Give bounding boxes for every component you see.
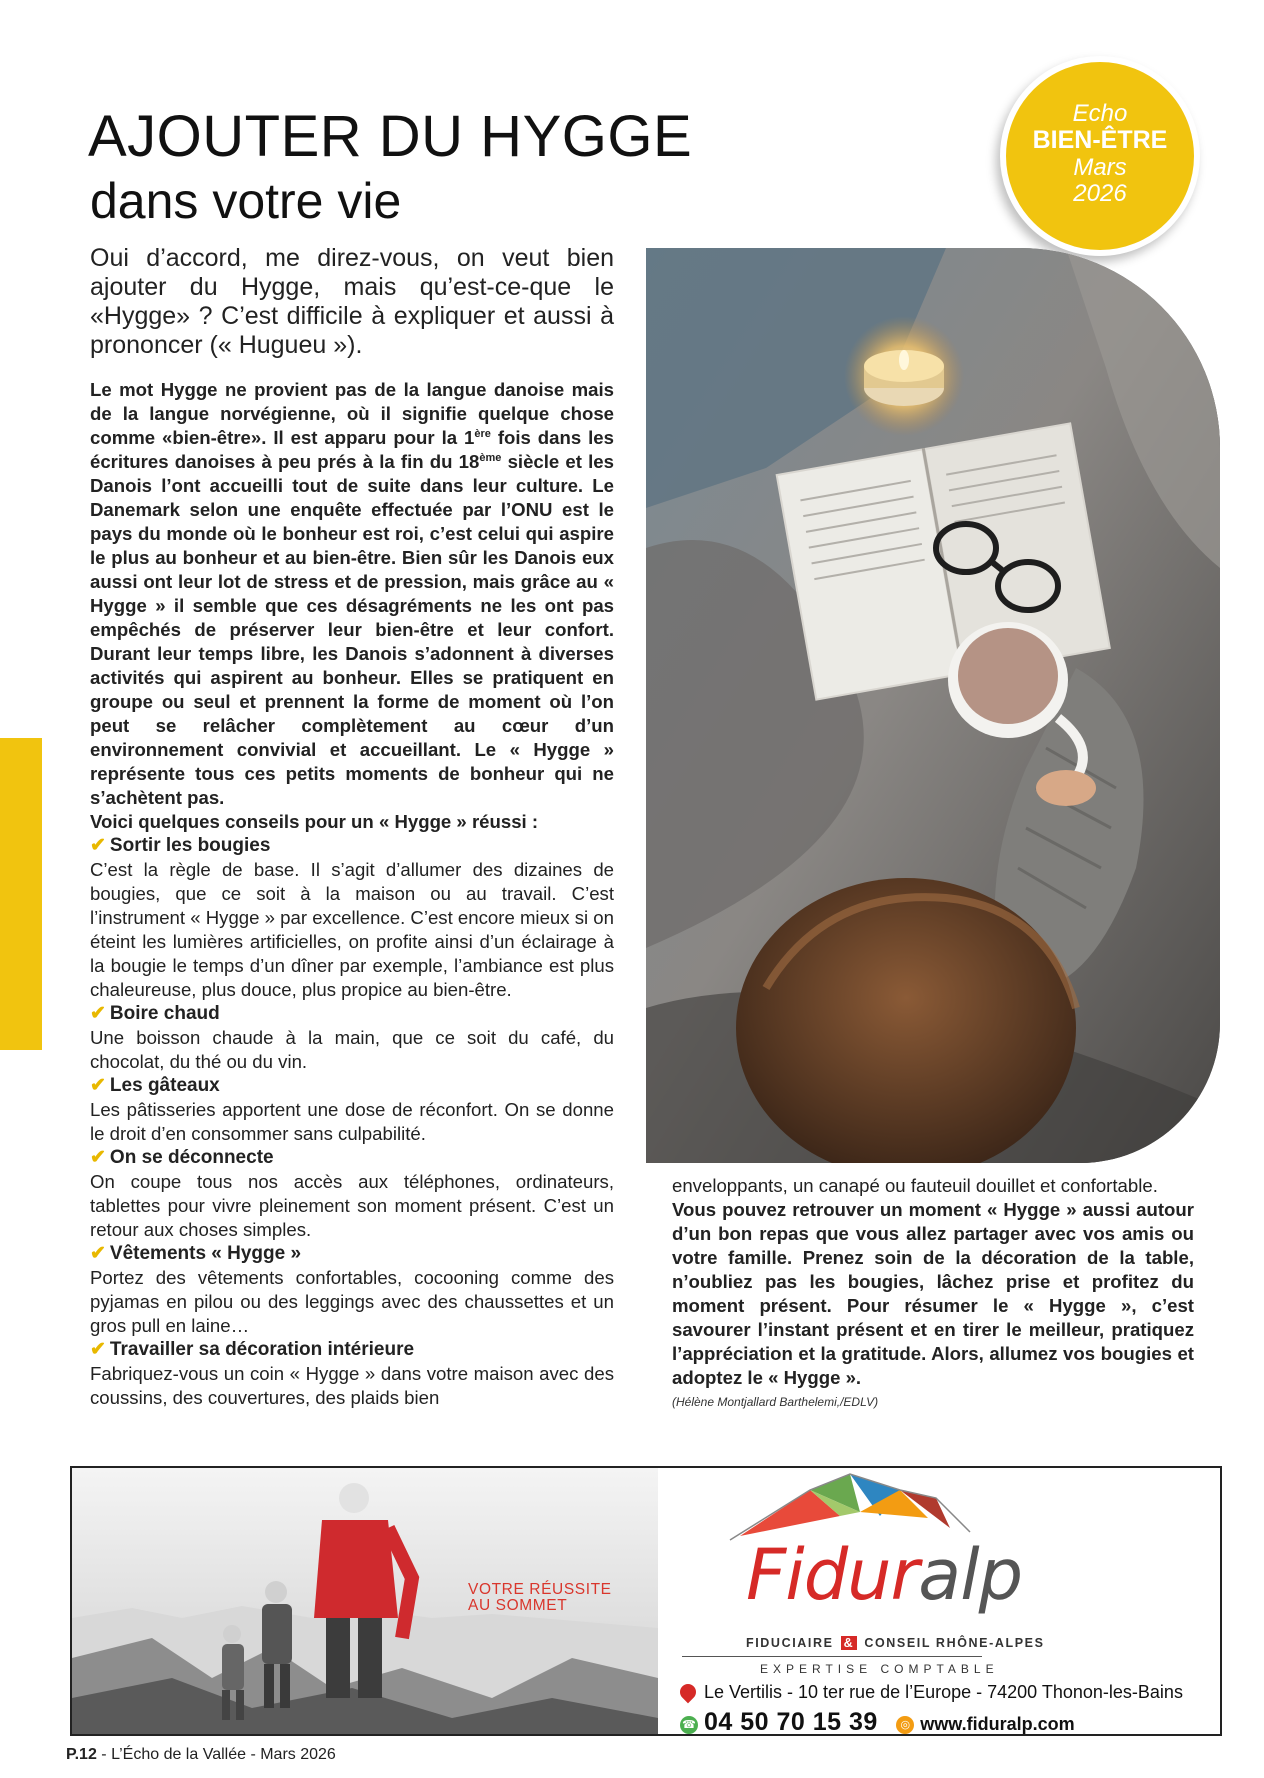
badge-echo: Echo — [1072, 100, 1128, 127]
ad-tagline: FIDUCIAIRE & CONSEIL RHÔNE-ALPES — [746, 1636, 1045, 1650]
globe-icon: ◎ — [896, 1716, 914, 1734]
tip-text: On coupe tous nos accès aux téléphones, ordinateurs, tablettes pour vivre pleinement son moment présent. C’est un retour aux choses simples. — [90, 1171, 614, 1240]
article-intro: Oui d’accord, me direz-vous, on veut bien ajouter du Hygge, mais qu’est-ce-que le «Hygge» ? C’est difficile à expliquer et aussi à prononcer (« Hugueu »). — [90, 244, 614, 359]
article-credit: (Hélène Montjallard Barthelemi,/EDLV) — [672, 1395, 879, 1409]
article-photo — [646, 248, 1220, 1163]
phone-icon: ☎ — [680, 1716, 698, 1734]
ad-expertise: EXPERTISE COMPTABLE — [760, 1662, 999, 1676]
check-icon: ✔ — [90, 1243, 106, 1264]
check-icon: ✔ — [90, 1003, 106, 1024]
location-pin-icon — [677, 1681, 700, 1704]
ad-slogan: VOTRE RÉUSSITE AU SOMMET — [468, 1581, 612, 1614]
ad-divider — [682, 1656, 982, 1657]
tip-title: ✔ Sortir les bougies — [90, 835, 271, 856]
ad-contact-row — [680, 1708, 1075, 1736]
tip-text: Une boisson chaude à la main, que ce soit du café, du chocolat, du thé ou du vin. — [90, 1027, 614, 1072]
check-icon: ✔ — [90, 1147, 106, 1168]
tip-text: Portez des vêtements confortables, cocooning comme des pyjamas en pilou ou des leggings avec des chaussettes et un gros pull en laine… — [90, 1267, 614, 1336]
ad-address: Le Vertilis - 10 ter rue de l’Europe - 74200 Thonon-les-Bains — [680, 1682, 1183, 1703]
footer-publication: - L’Écho de la Vallée - Mars 2026 — [96, 1746, 336, 1763]
article-body-right — [672, 1174, 1194, 1414]
badge-month: Mars — [1073, 154, 1127, 181]
tip-title: ✔ Vêtements « Hygge » — [90, 1243, 302, 1264]
page-title: AJOUTER DU HYGGE — [88, 104, 693, 169]
article-paragraph-1: Le mot Hygge ne provient pas de la langue danoise mais de la langue norvégienne, où il signifie quelque chose comme «bien-être». Il est apparu pour la 1ère fois dans les écritures danoises à peu prés à la fin du 18ème siècle et les Danois l’ont accueilli tout de suite dans leur culture. Le Danemark selon une enquête effectuée par l’ONU est le pays du monde où le bonheur est roi, c’est celui qui aspire le plus au bonheur et au bien-être. Bien sûr les Danois eux aussi ont leur lot de stress et de pression, mais grâce au « Hygge » il semble que ces désagréments ne les ont pas empêchés de préserver leur bien-être et leur confort. Durant leur temps libre, les Danois s’adonnent à diverses activités qui aspirent au bonheur. Elles se pratiquent en groupe ou seul et prennent la forme de moment où l’on peut se relâcher complètement au cœur d’un environnement convivial et accueillant. Le « Hygge » représente tous ces petits moments de bonheur qui ne s’achètent pas. — [90, 379, 614, 808]
check-icon: ✔ — [90, 835, 106, 856]
section-badge — [1000, 56, 1200, 256]
ad-website-link[interactable]: www.fiduralp.com — [920, 1714, 1075, 1734]
hygge-photo-illustration — [646, 248, 1220, 1163]
article-closing: Vous pouvez retrouver un moment « Hygge » aussi autour d’un bon repas que vous allez partager avec vos amis ou votre famille. Prenez soin de la décoration de la table, n’oubliez pas les bougies, lâchez prise et profitez du moment présent. Pour résumer le « Hygge », c’est savourer l’instant présent et en tirer le meilleur, pratiquez l’appréciation et la gratitude. Alors, allumez vos bougies et adoptez le « Hygge ». — [672, 1199, 1194, 1388]
tip-text: Les pâtisseries apportent une dose de réconfort. On se donne le droit d’en consommer sans culpabilité. — [90, 1099, 614, 1144]
tip-title: ✔ Les gâteaux — [90, 1075, 220, 1096]
check-icon: ✔ — [90, 1339, 106, 1360]
tip-text: Fabriquez-vous un coin « Hygge » dans votre maison avec des coussins, des couvertures, des plaids bien — [90, 1363, 614, 1408]
tip-title: ✔ Travailler sa décoration intérieure — [90, 1339, 415, 1360]
tip-text: C’est la règle de base. Il s’agit d’allumer des dizaines de bougies, que ce soit à la maison ou au travail. C’est l’instrument « Hygge » par excellence. C’est encore mieux si on éteint les lumières artificielles, on profite ainsi d’un éclairage à la bougie le temps d’un dîner par exemple, l’ambiance est plus chaleureuse, plus douce, plus propice au bien-être. — [90, 859, 614, 1000]
tip-title: ✔ Boire chaud — [90, 1003, 220, 1024]
ad-phone[interactable]: 04 50 70 15 39 — [704, 1708, 878, 1736]
page-number: P.12 — [66, 1746, 97, 1763]
badge-section: BIEN-ÊTRE — [1032, 126, 1168, 154]
article-body-left — [90, 378, 614, 1410]
fiduralp-advertisement[interactable] — [70, 1466, 1222, 1736]
check-icon: ✔ — [90, 1075, 106, 1096]
yellow-side-tab — [0, 738, 42, 1050]
ad-brand-panel — [660, 1468, 1220, 1734]
page-footer — [66, 1746, 336, 1764]
badge-year: 2026 — [1073, 180, 1127, 207]
tips-intro: Voici quelques conseils pour un « Hygge » réussi : — [90, 811, 539, 832]
fiduralp-logo: Fiduralp — [746, 1534, 1023, 1616]
article-continuation: enveloppants, un canapé ou fauteuil douillet et confortable. — [672, 1175, 1158, 1196]
page-subtitle: dans votre vie — [90, 173, 402, 229]
tip-title: ✔ On se déconnecte — [90, 1147, 274, 1168]
